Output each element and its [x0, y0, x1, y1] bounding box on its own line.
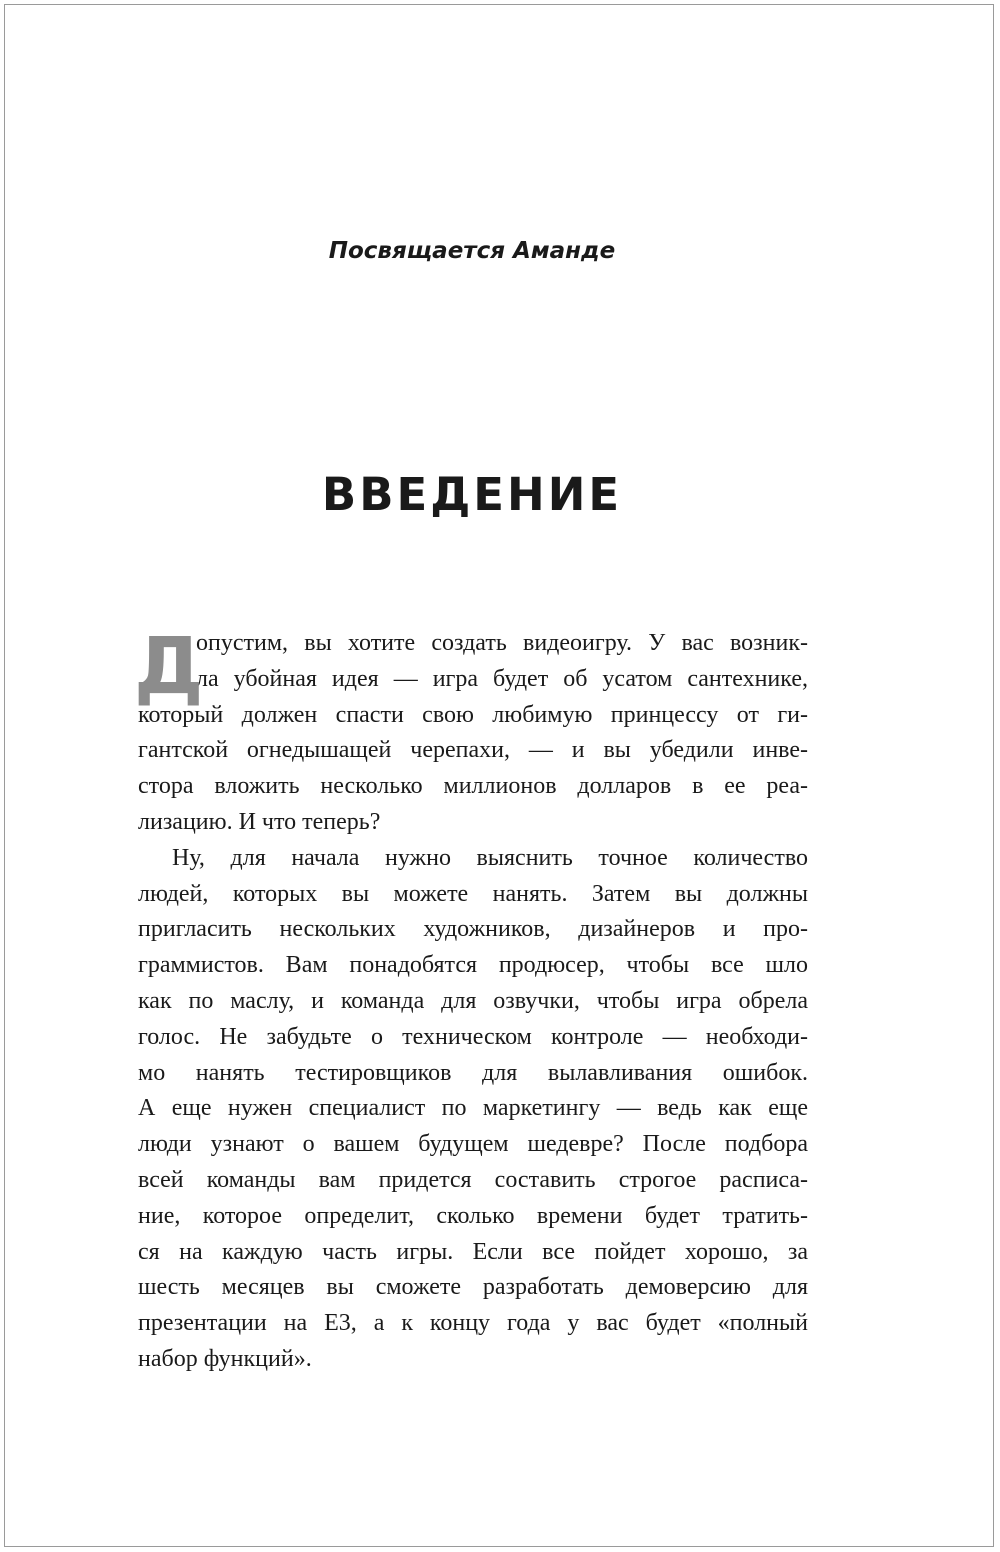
text-line: ся на каждую часть игры. Если все пойдет хорошо, за: [138, 1238, 808, 1265]
text-line: граммистов. Вам понадобятся продюсер, чтобы все шло: [138, 952, 808, 979]
text-line: пригласить нескольких художников, дизайнеров и про-: [138, 916, 808, 943]
text-line: всей команды вам придется составить строгое расписа-: [138, 1166, 808, 1193]
text-line: мо нанять тестировщиков для вылавливания ошибок.: [138, 1059, 808, 1086]
text-line: А еще нужен специалист по маркетингу — ведь как еще: [138, 1095, 808, 1122]
paragraph-2: [138, 841, 808, 1378]
text-line: голос. Не забудьте о техническом контроле — необходи-: [138, 1023, 808, 1050]
text-line: ла убойная идея — игра будет об усатом сантехнике,: [196, 665, 808, 692]
text-line: как по маслу, и команда для озвучки, чтобы игра обрела: [138, 987, 808, 1014]
chapter-title: ВВЕДЕНИЕ: [321, 468, 623, 521]
body-text: [134, 622, 808, 1378]
dedication: Посвящается Аманде: [328, 238, 616, 264]
text-line: люди узнают о вашем будущем шедевре? После подбора: [138, 1131, 808, 1158]
paragraph-1: [138, 626, 808, 841]
text-line: который должен спасти свою любимую принцессу от ги-: [138, 701, 808, 728]
text-line: шесть месяцев вы сможете разработать демоверсию для: [138, 1274, 808, 1301]
text-line: лизацию. И что теперь?: [138, 808, 381, 835]
text-line: ние, которое определит, сколько времени будет тратить-: [138, 1202, 808, 1229]
text-line: людей, которых вы можете нанять. Затем вы должны: [138, 880, 808, 907]
drop-cap: Д: [134, 622, 204, 712]
text-line: опустим, вы хотите создать видеоигру. У вас возник-: [196, 630, 808, 656]
text-line: гантской огнедышащей черепахи, — и вы убедили инве-: [138, 737, 808, 764]
text-line: стора вложить несколько миллионов долларов в ее реа-: [138, 773, 808, 800]
text-line: набор функций».: [138, 1345, 312, 1372]
text-line: Ну, для начала нужно выяснить точное количество: [172, 844, 808, 871]
text-line: презентации на E3, а к концу года у вас будет «полный: [138, 1310, 808, 1337]
